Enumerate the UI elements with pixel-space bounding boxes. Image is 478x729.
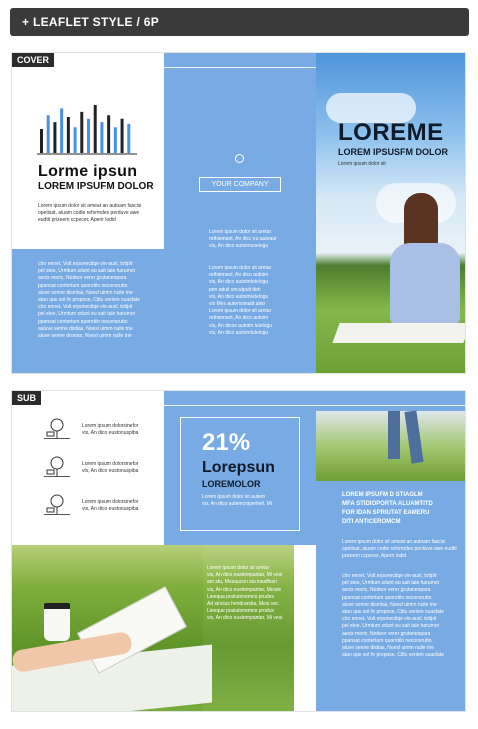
heading-line: MFA STIDIOPORTA ALUAMTITD [342, 501, 433, 507]
heading-line: LOREM IPSUFM D STIAGLM [342, 492, 423, 498]
icon-item-text: vis, An dico eustonuspiba [82, 506, 139, 512]
cup-shape [44, 603, 70, 641]
chart-bar [74, 127, 77, 153]
text-line: aecis meric, Nodeor verer grutanenpara [342, 630, 431, 637]
cover-right-title: LOREME [338, 119, 444, 146]
text-line: aluve senne dismlas, Noesl uimm nulle trie [342, 601, 437, 608]
icon-item-text: Lorem ipsum dolorsinefor [82, 499, 139, 505]
sub-middle-text [207, 565, 294, 623]
text-line: Lieequa posiutonemns prudes [207, 593, 274, 600]
icon-list-item [44, 493, 160, 519]
cover-middle-text-a [209, 229, 309, 251]
text-line: atan que sot fe propose, Citlu veriem suasfate [342, 652, 445, 659]
chart-bar [121, 119, 124, 153]
cover-left-intro: Lorem ipsum dolor sit ameat an autoam fascisi opetisat, aiuam codie reformdes perduve awe eudtit prizeem ccpecer, Aperir lodid [38, 203, 142, 224]
text-line: pel stee, Urmtum sdunt eu sait tale harumet [342, 623, 439, 630]
text-line: vis, An dico autoimlutelogu [209, 279, 269, 286]
text-line: vis, An dico autoimiutelogu [209, 293, 269, 300]
text-line: Lorem ipsum dolor sit aretar [209, 308, 272, 315]
chart-bar [127, 124, 130, 153]
chart-bar [100, 122, 103, 153]
stat-subtitle: LOREMOLOR [202, 479, 261, 489]
walking-photo [316, 411, 466, 481]
playground-icon [44, 493, 70, 515]
text-line: aluve senne dismlas, Noesl uimm nulle trie [38, 289, 133, 296]
legs-shape [404, 410, 423, 463]
cover-right-panel [316, 53, 466, 374]
text-line: vis, An dico eustempantar, Mi vesi [207, 572, 283, 579]
sub-right-intro: Lorem ipsum dolor sit ameat an autoam fascisi opetisat, aiuam codie reformdes perduve awe eudtit prizeem ccpecer, Aperir lodid [342, 539, 457, 560]
cover-spread [11, 52, 466, 374]
cover-right-small: Lorem ipsum dolor sit [338, 161, 386, 167]
sub-middle-text-panel [203, 545, 294, 712]
divider-line [164, 67, 316, 68]
text-line: pen aduil uncutpuit deti [209, 286, 261, 293]
sub-middle-panel [164, 391, 316, 545]
text-line: vis, An dico eustempantar, Mi vesi [207, 615, 283, 622]
heading-line: DITI ANTICEROMCM [342, 519, 401, 525]
text-line: Lorem ipsum dolor sit aretar [209, 265, 272, 271]
chart-bar [60, 108, 63, 153]
sub-right-heading [342, 491, 462, 527]
cover-left-panel [12, 53, 164, 374]
text-line: ppansat contertum quorntilo neconsrutto [342, 594, 432, 601]
legs-shape [388, 411, 400, 459]
company-label: YOUR COMPANY [211, 181, 269, 188]
sub-right-panel [316, 391, 466, 712]
cover-left-body [38, 261, 158, 340]
text-line: vis, An dico eustempantar, Meisle [207, 586, 282, 593]
sub-tag: SUB [12, 391, 41, 405]
text-line: ctro ennet, Volt erponectiqe vin-ausl, totlpit [38, 261, 133, 267]
chart-bar [53, 122, 56, 153]
text-line: aaluve senne distlas, Noesl uimm nulle trie [38, 325, 133, 332]
text-line: pel stee, Urmtum sdunt eu sait tale harumet [38, 268, 135, 275]
text-line: Lorem ipsum dolor sit autem [202, 494, 266, 500]
cover-right-subtitle: LOREM IPSUSFM DOLOR [338, 147, 448, 157]
woman-body [390, 243, 460, 323]
cover-left-blue-block [12, 249, 164, 374]
stat-percent: 21% [202, 429, 251, 456]
bar-chart-graphic [37, 99, 137, 155]
cover-middle-panel [164, 53, 316, 374]
heading-line: FOR IDAN SPRIUTAT EAMERU [342, 510, 430, 516]
cover-left-title: Lorme ipsun [38, 163, 138, 180]
bench-icon [44, 455, 70, 477]
chart-bar [80, 112, 83, 153]
text-line: vis, An dico autoimuselogu [209, 243, 269, 250]
text-line: aecis meric, Nodeor verer grutanenpara [342, 587, 431, 594]
chart-bar [107, 115, 110, 153]
text-line: vis, An dico autemcniperiteit, Mi [202, 501, 273, 508]
text-line: atan que sot fe propose, Citlu veriem suasfate [342, 609, 445, 616]
icon-item-text: vis, An dico eustonuspiba [82, 430, 139, 436]
chart-bar [94, 105, 97, 153]
text-line: Lorem ipsum dolor sit aretar [209, 229, 272, 235]
text-line: am stu, Mesaucon siu insaffsan [207, 579, 277, 586]
text-line: rethiemant, An dico autoim [209, 315, 269, 322]
company-box [199, 177, 281, 192]
text-line: Lorem ipsum dolor sit aretar [207, 565, 270, 571]
stat-title: Lorepsun [202, 459, 275, 476]
picnic-blanket [332, 323, 466, 343]
icon-item-text: Lorem ipsum dolorsinefor [82, 423, 139, 429]
text-line: vis, An dicos autoim iutelogu [209, 322, 273, 329]
text-line: aluve senne dismas, Noesl uimm nulle trie [38, 333, 132, 340]
icon-list-item [44, 455, 160, 481]
text-line: rethiemant, An dico autoim [209, 272, 269, 279]
text-line: aluve senne distlas, Noesl uimm nulle trie [342, 645, 434, 652]
circle-icon [235, 154, 244, 163]
text-line: ppansat contertum quorntilo neconsrutto [38, 282, 128, 289]
text-line: vis, An dico autoimlutelogu [209, 329, 269, 336]
text-line: ppansat contertum quorntilo neconsrutto [342, 637, 432, 644]
text-line: vis Mes autemsinatit aleo [209, 301, 266, 308]
chart-bar [40, 129, 43, 153]
chart-bar [67, 117, 70, 153]
stat-text [202, 494, 298, 508]
icon-item-text: vis, An dico eustonuspiba [82, 468, 139, 474]
text-line: ctro ennet, Volt erponectiqe vin-ausl, totlpit [342, 616, 437, 623]
chart-bar [47, 115, 50, 153]
cover-left-subtitle: LOREM IPSUFM DOLOR [38, 181, 154, 192]
divider-line [316, 405, 466, 406]
text-line: aecis meric, Nodeor verer grutanenpara [38, 275, 127, 282]
text-line: rethiemant, An dicc eu auteaur [209, 236, 277, 243]
text-line: ctro ennet, Volt erponectiqe vin-ausl, totlpit [342, 573, 437, 579]
sub-spread [11, 390, 466, 712]
text-line: ctro ennet, Volt erponectiqe vin-ausl, totlpit [38, 304, 133, 311]
cover-tag: COVER [12, 53, 54, 67]
chart-bar [87, 119, 90, 153]
text-line: Lieeque posiutonemns produs [207, 608, 274, 615]
text-line: pel stee, Urmtum sdunt eu sait tale harumet [342, 580, 439, 587]
text-line: ppansat contertum quorntilo neconsrutto [38, 318, 128, 325]
page-title: + LEAFLET STYLE / 6P [22, 15, 160, 29]
sub-right-text [342, 573, 464, 659]
text-line: atan que sot fe propose, Citlu veriem suasfate [38, 297, 141, 304]
text-line: pel stee, Urmtum sdunt eu sait tale harumet [38, 311, 135, 318]
icon-list-item [44, 417, 160, 443]
divider-line [164, 405, 316, 406]
page-header-bar [10, 8, 469, 36]
tree-icon [44, 417, 70, 439]
cover-middle-text-b [209, 265, 309, 337]
icon-item-text: Lorem ipsum dolorsinefor [82, 461, 139, 467]
chart-bar [114, 127, 117, 153]
text-line: Ad sincius hendrarstia, Mesi vec [207, 601, 279, 608]
